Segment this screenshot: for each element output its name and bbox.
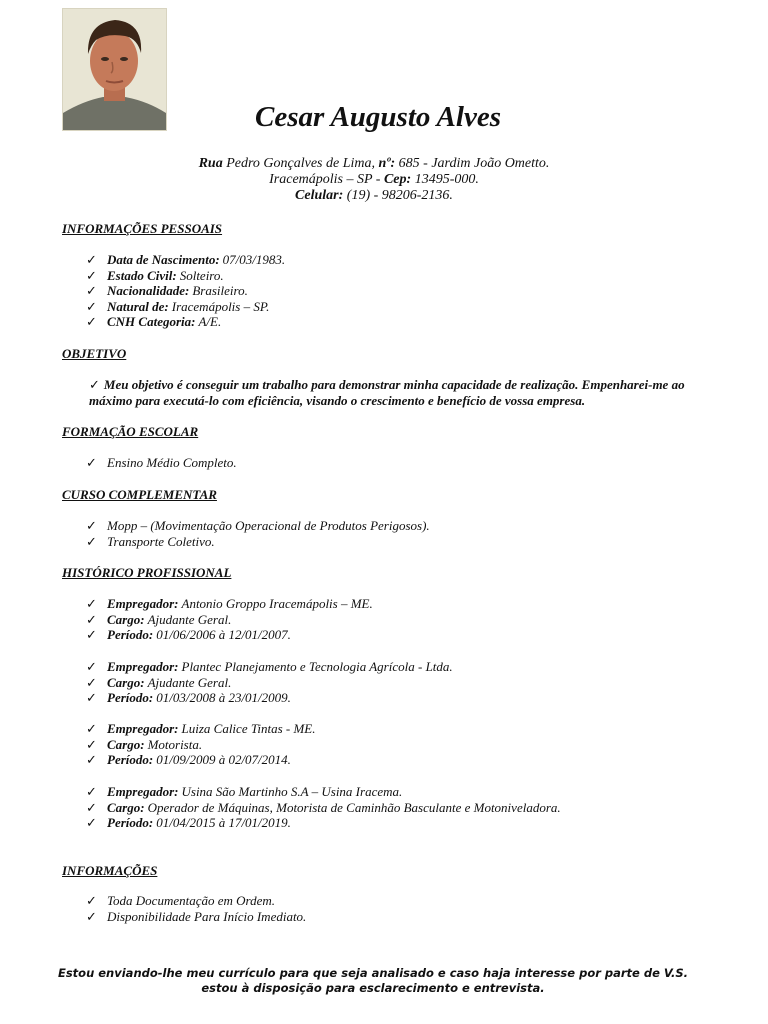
section-heading-education: FORMAÇÃO ESCOLAR xyxy=(62,424,199,439)
check-icon: ✓ xyxy=(86,298,97,314)
check-icon: ✓ xyxy=(86,314,97,330)
check-icon: ✓ xyxy=(86,799,97,815)
list-item: ✓ Mopp – (Movimentação Operacional de Produtos Perigosos). xyxy=(86,518,430,533)
list-item: ✓ Data de Nascimento: 07/03/1983. xyxy=(86,252,286,267)
education-list xyxy=(86,455,237,471)
check-icon: ✓ xyxy=(86,908,97,924)
list-item: ✓ Ensino Médio Completo. xyxy=(86,455,237,470)
check-icon: ✓ xyxy=(86,893,97,908)
section-heading-info: INFORMAÇÕES xyxy=(62,863,158,878)
check-icon: ✓ xyxy=(86,267,97,283)
check-icon: ✓ xyxy=(86,721,97,736)
job-role: ✓ Cargo: Ajudante Geral. xyxy=(86,611,232,627)
section-heading-objective: OBJETIVO xyxy=(62,346,127,361)
job-employer: ✓ Empregador: Luiza Calice Tintas - ME. xyxy=(86,721,316,736)
address-line-city: Iracemápolis – SP - Cep: 13495-000. xyxy=(269,172,479,187)
personal-info-list xyxy=(86,252,285,330)
check-icon: ✓ xyxy=(86,455,97,470)
job-period: ✓ Período: 01/09/2009 à 02/07/2014. xyxy=(86,752,291,768)
check-icon: ✓ xyxy=(86,533,97,549)
info-list xyxy=(86,893,306,924)
check-icon: ✓ xyxy=(86,690,97,706)
list-item: ✓ Transporte Coletivo. xyxy=(86,533,215,549)
objective-text-block xyxy=(89,377,699,409)
check-icon: ✓ xyxy=(86,815,97,831)
contact-address xyxy=(0,156,748,204)
check-icon: ✓ xyxy=(86,283,97,299)
section-heading-personal: INFORMAÇÕES PESSOAIS xyxy=(62,221,223,236)
section-heading-history: HISTÓRICO PROFISSIONAL xyxy=(62,565,232,580)
job-period: ✓ Período: 01/04/2015 à 17/01/2019. xyxy=(86,815,291,831)
job-employer: ✓ Empregador: Usina São Martinho S.A – Usina Iracema. xyxy=(86,784,403,799)
check-icon: ✓ xyxy=(86,611,97,627)
list-item: ✓ Natural de: Iracemápolis – SP. xyxy=(86,298,270,314)
check-icon: ✓ xyxy=(86,627,97,643)
job-employer: ✓ Empregador: Antonio Groppo Iracemápolis – ME. xyxy=(86,596,373,611)
closing-line-1: Estou enviando-lhe meu currículo para que seja analisado e caso haja interesse por parte de V.S. xyxy=(57,966,689,980)
section-heading-courses: CURSO COMPLEMENTAR xyxy=(62,487,217,502)
check-icon: ✓ xyxy=(86,674,97,690)
job-role: ✓ Cargo: Motorista. xyxy=(86,736,203,752)
check-icon: ✓ xyxy=(86,752,97,768)
job-period: ✓ Período: 01/03/2008 à 23/01/2009. xyxy=(86,690,291,706)
job-period: ✓ Período: 01/06/2006 à 12/01/2007. xyxy=(86,627,291,643)
job-role: ✓ Cargo: Operador de Máquinas, Motorista de Caminhão Basculante e Motoniveladora. xyxy=(86,799,561,815)
check-icon: ✓ xyxy=(86,596,97,611)
job-role: ✓ Cargo: Ajudante Geral. xyxy=(86,674,232,690)
job-entry xyxy=(86,659,453,706)
list-item: ✓ Toda Documentação em Ordem. xyxy=(86,893,276,908)
job-entry xyxy=(86,596,373,643)
closing-line-2: estou à disposição para esclarecimento e entrevista. xyxy=(201,981,545,995)
check-icon: ✓ xyxy=(86,736,97,752)
job-entry xyxy=(86,784,561,831)
list-item: ✓ Estado Civil: Solteiro. xyxy=(86,267,224,283)
job-employer: ✓ Empregador: Plantec Planejamento e Tecnologia Agrícola - Ltda. xyxy=(86,659,453,674)
check-icon: ✓ xyxy=(86,252,97,267)
check-icon: ✓ xyxy=(86,659,97,674)
resume-name: Cesar Augusto Alves xyxy=(254,101,501,133)
closing-statement xyxy=(0,966,746,996)
check-icon: ✓ xyxy=(86,784,97,799)
courses-list xyxy=(86,518,430,549)
objective-text: Meu objetivo é conseguir um trabalho para demonstrar minha capacidade de realização. Empenharei-me ao máximo para executá-lo com eficiência, visando o crescimento e benefício de vossa empresa. xyxy=(89,377,685,408)
list-item: ✓ Disponibilidade Para Início Imediato. xyxy=(86,908,307,924)
list-item: ✓ CNH Categoria: A/E. xyxy=(86,314,222,330)
job-entry xyxy=(86,721,315,768)
check-icon: ✓ xyxy=(86,518,97,533)
address-line-phone: Celular: (19) - 98206-2136. xyxy=(295,188,453,203)
address-line-street: Rua Pedro Gonçalves de Lima, nº: 685 - Jardim João Ometto. xyxy=(198,156,550,171)
list-item: ✓ Nacionalidade: Brasileiro. xyxy=(86,283,248,299)
check-icon: ✓ xyxy=(89,377,100,392)
